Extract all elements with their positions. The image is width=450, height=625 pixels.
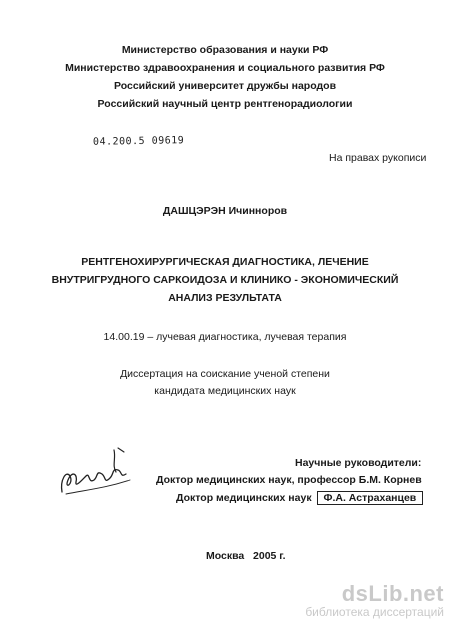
degree-line-1: Диссертация на соискание ученой степени bbox=[120, 368, 330, 380]
manuscript-rights-note: На правах рукописи bbox=[329, 152, 427, 164]
registration-stamp: 04.200.5 09619 bbox=[92, 135, 185, 148]
watermark-subtitle: библиотека диссертаций bbox=[305, 605, 444, 619]
supervisor-second bbox=[176, 491, 423, 505]
thesis-title-line-1: РЕНТГЕНОХИРУРГИЧЕСКАЯ ДИАГНОСТИКА, ЛЕЧЕНИЕ bbox=[81, 256, 369, 268]
header-line-ministry-education: Министерство образования и науки РФ bbox=[121, 44, 329, 56]
thesis-title-line-3: АНАЛИЗ РЕЗУЛЬТАТА bbox=[168, 292, 282, 304]
watermark-logo-text: dsLib.net bbox=[341, 581, 444, 606]
thesis-title-line-2: ВНУТРИГРУДНОГО САРКОИДОЗА И КЛИНИКО - ЭКОНОМИЧЕСКИЙ bbox=[51, 274, 399, 286]
supervisor-second-name: Ф.А. Астраханцев bbox=[317, 491, 424, 505]
header-line-research-center: Российский научный центр рентгенорадиологии bbox=[97, 98, 353, 110]
supervisor-first: Доктор медицинских наук, профессор Б.М. Корнев bbox=[156, 474, 422, 486]
specialty-code: 14.00.19 – лучевая диагностика, лучевая терапия bbox=[103, 331, 347, 343]
header-line-ministry-health: Министерство здравоохранения и социального развития РФ bbox=[65, 62, 385, 74]
supervisor-second-degree: Доктор медицинских наук bbox=[176, 492, 312, 504]
city-and-year: Москва 2005 г. bbox=[206, 550, 286, 562]
supervisors-heading: Научные руководители: bbox=[295, 457, 422, 469]
site-watermark bbox=[305, 583, 444, 619]
degree-line-2: кандидата медицинских наук bbox=[154, 385, 296, 397]
author-name: ДАШЦЭРЭН Ичинноров bbox=[162, 205, 288, 217]
handwritten-signature bbox=[56, 440, 141, 500]
header-line-university: Российский университет дружбы народов bbox=[113, 80, 337, 92]
